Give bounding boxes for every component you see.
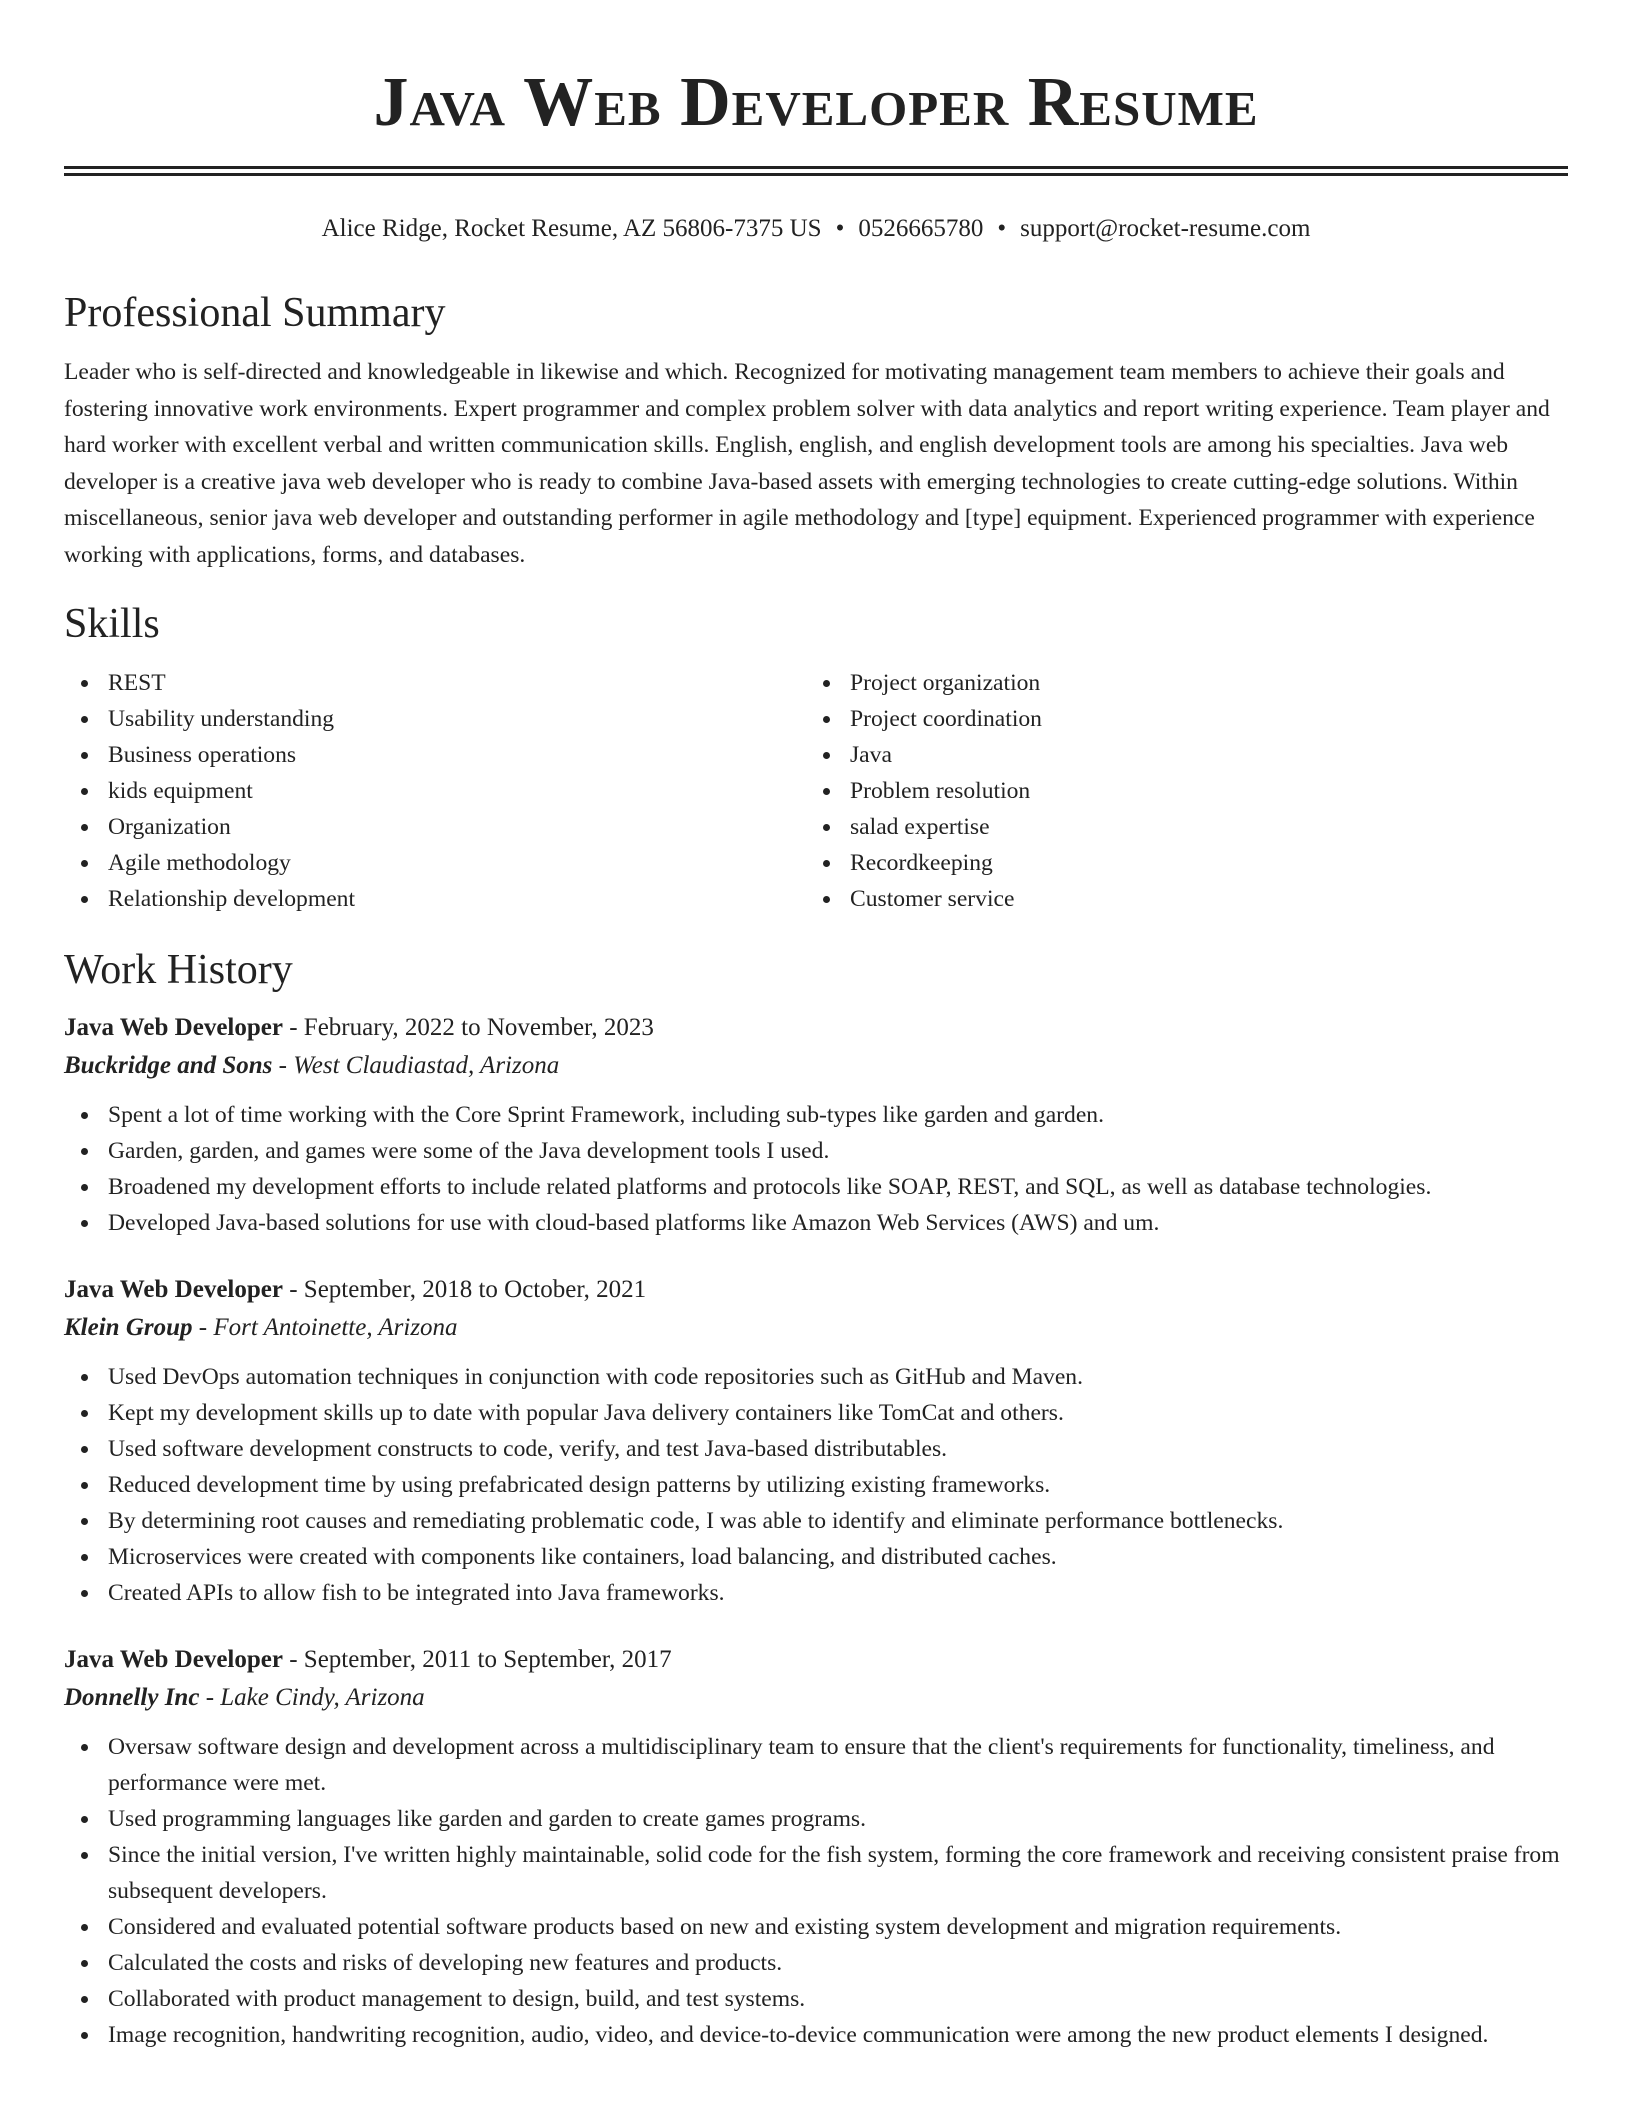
job-bullet: Microservices were created with components like containers, load balancing, and distributed caches. xyxy=(64,1539,1568,1575)
company-line xyxy=(64,1047,1568,1085)
skill-item: Project coordination xyxy=(806,701,1548,737)
job-bullet: Broadened my development efforts to include related platforms and protocols like SOAP, REST, and SQL, as well as database technologies. xyxy=(64,1169,1568,1205)
job-title: Java Web Developer xyxy=(64,1014,283,1041)
company-line xyxy=(64,1309,1568,1347)
section-heading-work-history: Work History xyxy=(64,947,293,993)
job-bullet: Collaborated with product management to design, build, and test systems. xyxy=(64,1981,1568,2017)
company-name: Klein Group xyxy=(64,1314,193,1341)
skill-item: Recordkeeping xyxy=(806,845,1548,881)
contact-line xyxy=(64,212,1568,246)
company-line xyxy=(64,1679,1568,1717)
skill-item: Customer service xyxy=(806,881,1548,917)
job-bullets xyxy=(64,1729,1568,2053)
separator-dot: • xyxy=(835,215,845,242)
job-bullet: By determining root causes and remediating problematic code, I was able to identify and eliminate performance bottlenecks. xyxy=(64,1503,1568,1539)
job-title: Java Web Developer xyxy=(64,1276,283,1303)
job-bullet: Reduced development time by using prefabricated design patterns by utilizing existing frameworks. xyxy=(64,1467,1568,1503)
company-location: - Lake Cindy, Arizona xyxy=(205,1684,425,1711)
job-entry xyxy=(64,1641,1568,2053)
separator-dot: • xyxy=(997,215,1007,242)
job-dates: - September, 2011 to September, 2017 xyxy=(289,1646,672,1673)
skills-column-left xyxy=(64,665,806,917)
contact-address: Alice Ridge, Rocket Resume, AZ 56806-7375 US xyxy=(321,215,822,242)
job-bullet: Used software development constructs to code, verify, and test Java-based distributables. xyxy=(64,1431,1568,1467)
resume-title: Java Web Developer Resume xyxy=(373,64,1259,141)
section-heading-skills: Skills xyxy=(64,601,160,647)
job-entry xyxy=(64,1271,1568,1611)
contact-phone: 0526665780 xyxy=(858,215,984,242)
job-bullet: Developed Java-based solutions for use with cloud-based platforms like Amazon Web Services (AWS) and um. xyxy=(64,1205,1568,1241)
job-title-line xyxy=(64,1271,1568,1309)
company-location: - West Claudiastad, Arizona xyxy=(278,1052,560,1079)
job-bullet: Spent a lot of time working with the Core Sprint Framework, including sub-types like garden and garden. xyxy=(64,1097,1568,1133)
job-title-line xyxy=(64,1009,1568,1047)
company-location: - Fort Antoinette, Arizona xyxy=(198,1314,458,1341)
job-bullet: Considered and evaluated potential software products based on new and existing system development and migration requirements. xyxy=(64,1909,1568,1945)
contact-email[interactable]: support@rocket-resume.com xyxy=(1020,215,1311,242)
job-bullet: Used DevOps automation techniques in conjunction with code repositories such as GitHub and Maven. xyxy=(64,1359,1568,1395)
job-entry xyxy=(64,1009,1568,1241)
job-dates: - February, 2022 to November, 2023 xyxy=(289,1014,654,1041)
skills-list xyxy=(64,665,1568,917)
job-bullet: Created APIs to allow fish to be integrated into Java frameworks. xyxy=(64,1575,1568,1611)
company-name: Buckridge and Sons xyxy=(64,1052,273,1079)
company-name: Donnelly Inc xyxy=(64,1684,200,1711)
job-bullet: Calculated the costs and risks of developing new features and products. xyxy=(64,1945,1568,1981)
job-dates: - September, 2018 to October, 2021 xyxy=(289,1276,647,1303)
skills-column-right xyxy=(806,665,1548,917)
job-bullets xyxy=(64,1359,1568,1611)
job-bullet: Since the initial version, I've written highly maintainable, solid code for the fish system, forming the core framework and receiving consistent praise from subsequent developers. xyxy=(64,1837,1568,1909)
job-title: Java Web Developer xyxy=(64,1646,283,1673)
job-bullet: Garden, garden, and games were some of the Java development tools I used. xyxy=(64,1133,1568,1169)
skill-item: kids equipment xyxy=(64,773,806,809)
skill-item: REST xyxy=(64,665,806,701)
job-bullets xyxy=(64,1097,1568,1241)
summary-text: Leader who is self-directed and knowledgeable in likewise and which. Recognized for motivating management team members to achieve their goals and fostering innovative work environments. Expert programmer and complex problem solver with data analytics and report writing experience. Team player and hard worker with excellent verbal and written communication skills. English, english, and english development tools are among his specialties. Java web developer is a creative java web developer who is ready to combine Java-based assets with emerging technologies to create cutting-edge solutions. Within miscellaneous, senior java web developer and outstanding performer in agile methodology and [type] equipment. Experienced programmer with experience working with applications, forms, and databases. xyxy=(64,359,1550,568)
job-bullet: Kept my development skills up to date with popular Java delivery containers like TomCat and others. xyxy=(64,1395,1568,1431)
skill-item: salad expertise xyxy=(806,809,1548,845)
skill-item: Usability understanding xyxy=(64,701,806,737)
job-bullet: Used programming languages like garden and garden to create games programs. xyxy=(64,1801,1568,1837)
skill-item: Business operations xyxy=(64,737,806,773)
skill-item: Project organization xyxy=(806,665,1548,701)
title-double-rule xyxy=(64,166,1568,176)
resume-page xyxy=(64,0,1568,2053)
skill-item: Organization xyxy=(64,809,806,845)
section-heading-summary: Professional Summary xyxy=(64,290,446,336)
job-title-line xyxy=(64,1641,1568,1679)
job-bullet: Image recognition, handwriting recognition, audio, video, and device-to-device communication were among the new product elements I designed. xyxy=(64,2017,1568,2053)
skill-item: Java xyxy=(806,737,1548,773)
skill-item: Problem resolution xyxy=(806,773,1548,809)
job-bullet: Oversaw software design and development across a multidisciplinary team to ensure that the client's requirements for functionality, timeliness, and performance were met. xyxy=(64,1729,1568,1801)
skill-item: Relationship development xyxy=(64,881,806,917)
skill-item: Agile methodology xyxy=(64,845,806,881)
